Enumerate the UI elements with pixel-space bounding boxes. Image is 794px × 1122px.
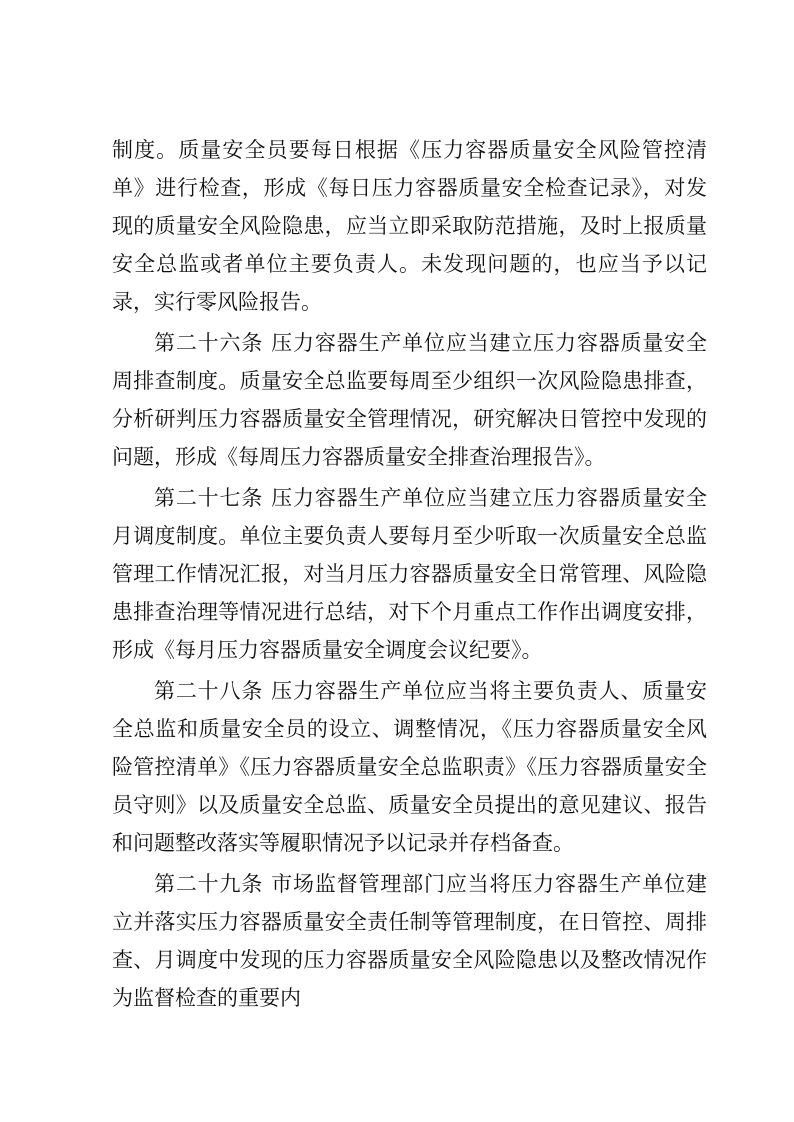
article-26-paragraph bbox=[112, 324, 707, 476]
document-page bbox=[112, 131, 707, 1020]
article-29-paragraph bbox=[112, 865, 707, 1017]
paragraph-continuation bbox=[112, 131, 707, 321]
paragraph-text: 压力容器生产单位应当建立压力容器质量安全月调度制度。单位主要负责人要每月至少听取一次质量安全总监管理工作情况汇报，对当月压力容器质量安全日常管理、风险隐患排查治理等情况进行总结，对下个月重点工作作出调度安排，形成《每月压力容器质量安全调度会议纪要》。 bbox=[112, 486, 708, 662]
article-number: 第二十九条 bbox=[154, 872, 264, 896]
article-number: 第二十六条 bbox=[154, 331, 264, 355]
article-number: 第二十八条 bbox=[154, 679, 264, 703]
paragraph-text: 压力容器生产单位应当将主要负责人、质量安全总监和质量安全员的设立、调整情况，《压力容器质量安全风险管控清单》《压力容器质量安全总监职责》《压力容器质量安全员守则》以及质量安全总监、质量安全员提出的意见建议、报告和问题整改落实等履职情况予以记录并存档备查。 bbox=[112, 679, 708, 855]
paragraph-text: 压力容器生产单位应当建立压力容器质量安全周排查制度。质量安全总监要每周至少组织一次风险隐患排查，分析研判压力容器质量安全管理情况，研究解决日管控中发现的问题，形成《每周压力容器质量安全排查治理报告》。 bbox=[112, 331, 708, 469]
paragraph-text: 市场监督管理部门应当将压力容器生产单位建立并落实压力容器质量安全责任制等管理制度，在日管控、周排查、月调度中发现的压力容器质量安全风险隐患以及整改情况作为监督检查的重要内 bbox=[112, 872, 708, 1010]
article-number: 第二十七条 bbox=[154, 486, 264, 510]
paragraph-text: 制度。质量安全员要每日根据《压力容器质量安全风险管控清单》进行检查，形成《每日压力容器质量安全检查记录》，对发现的质量安全风险隐患，应当立即采取防范措施，及时上报质量安全总监或者单位主要负责人。未发现问题的，也应当予以记录，实行零风险报告。 bbox=[112, 138, 707, 314]
article-27-paragraph bbox=[112, 479, 707, 669]
article-28-paragraph bbox=[112, 672, 707, 862]
